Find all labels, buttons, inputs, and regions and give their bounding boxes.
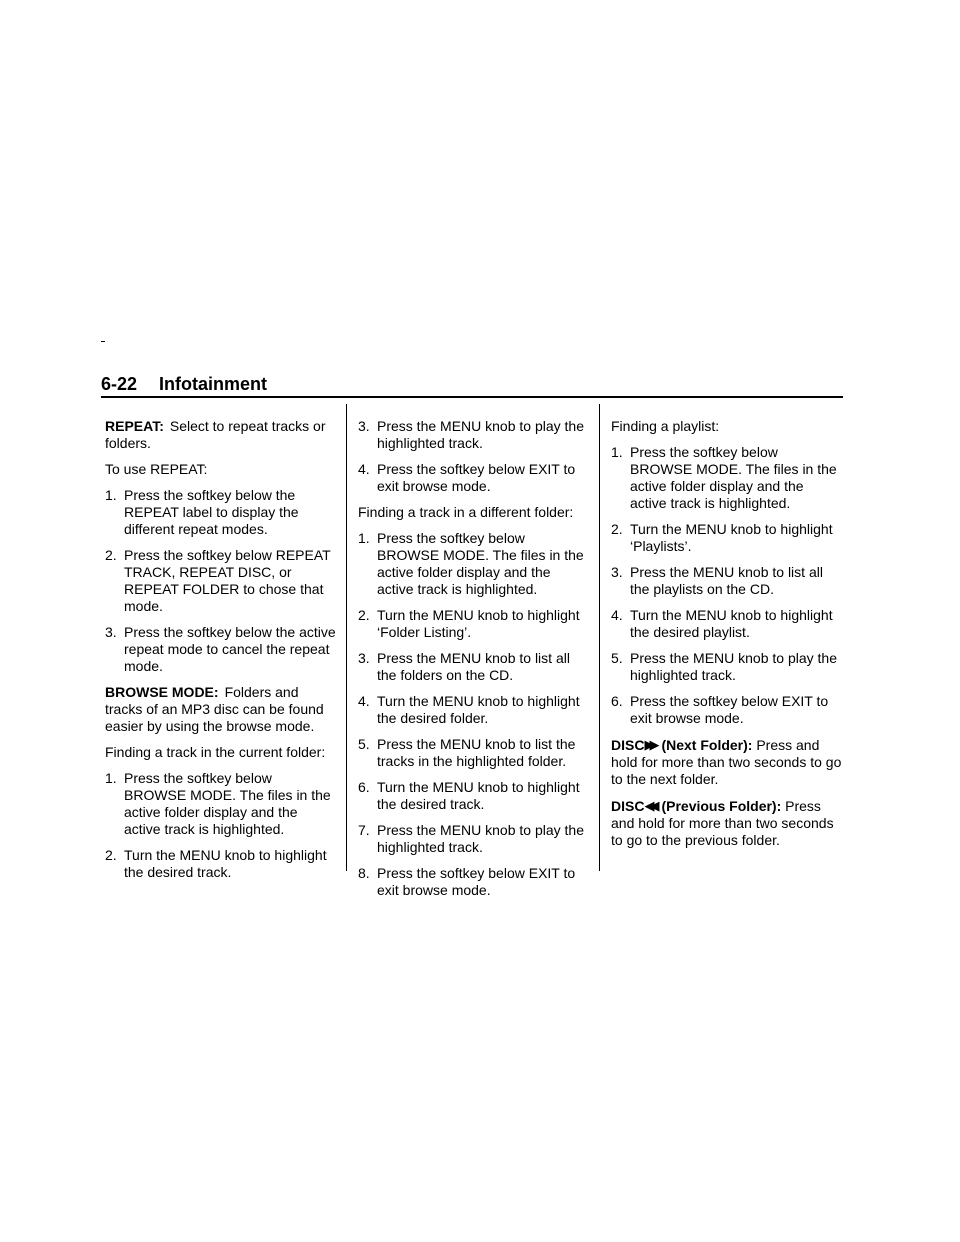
repeat-steps-list	[105, 487, 337, 675]
list-item	[611, 564, 843, 598]
step-text: Turn the MENU knob to highlight ‘Folder Listing’.	[377, 607, 580, 640]
repeat-text: Select to repeat tracks or folders.	[105, 418, 326, 451]
page-number: 6-22	[101, 374, 138, 394]
list-item	[358, 607, 590, 641]
step-text: Press the softkey below BROWSE MODE. The files in the active folder display and the active track is highlighted.	[377, 530, 584, 597]
list-item	[358, 693, 590, 727]
list-item	[105, 487, 337, 538]
browse-mode-text: Folders and tracks of an MP3 disc can be found easier by using the browse mode.	[105, 684, 324, 734]
disc-prev-label-suffix: (Previous Folder):	[661, 798, 782, 814]
list-item	[611, 444, 843, 512]
step-number: 3.	[611, 564, 623, 580]
list-item	[358, 530, 590, 598]
browse-mode-label: BROWSE MODE:	[105, 684, 219, 700]
list-item	[611, 607, 843, 641]
step-text: Turn the MENU knob to highlight the desired track.	[377, 779, 580, 812]
list-item	[358, 779, 590, 813]
header-rule	[101, 396, 843, 398]
step-text: Press the MENU knob to play the highlighted track.	[377, 822, 584, 855]
page-corner-mark	[101, 341, 105, 342]
step-text: Turn the MENU knob to highlight the desired track.	[124, 847, 327, 880]
step-text: Press the MENU knob to list all the playlists on the CD.	[630, 564, 823, 597]
playlist-steps-list	[611, 444, 843, 727]
step-number: 5.	[611, 650, 623, 666]
repeat-label: REPEAT:	[105, 418, 164, 434]
step-text: Turn the MENU knob to highlight ‘Playlists’.	[630, 521, 833, 554]
step-text: Press the softkey below EXIT to exit browse mode.	[630, 693, 829, 726]
step-text: Press the MENU knob to play the highlighted track.	[377, 418, 584, 451]
disc-prev-text: Press and hold for more than two seconds to go to the previous folder.	[611, 798, 834, 848]
step-text: Press the softkey below EXIT to exit browse mode.	[377, 461, 576, 494]
list-item	[611, 521, 843, 555]
disc-next-label-prefix: DISC	[611, 737, 645, 753]
finding-playlist-heading: Finding a playlist:	[611, 418, 720, 434]
disc-prev-paragraph	[611, 797, 843, 849]
step-number: 3.	[358, 650, 370, 666]
step-text: Press the softkey below the active repeat mode to cancel the repeat mode.	[124, 624, 336, 674]
browse-paragraph	[105, 684, 337, 735]
repeat-paragraph	[105, 418, 337, 452]
list-item	[105, 547, 337, 615]
list-item	[611, 650, 843, 684]
list-item	[105, 624, 337, 675]
list-item	[358, 461, 590, 495]
list-item	[105, 770, 337, 838]
step-text: Press the softkey below REPEAT TRACK, REPEAT DISC, or REPEAT FOLDER to chose that mode.	[124, 547, 331, 614]
step-text: Press the MENU knob to list the tracks in the highlighted folder.	[377, 736, 576, 769]
step-text: Press the softkey below BROWSE MODE. The files in the active folder display and the active track is highlighted.	[630, 444, 837, 511]
step-number: 6.	[358, 779, 370, 795]
list-item	[611, 693, 843, 727]
current-folder-steps-list	[105, 770, 337, 881]
step-number: 2.	[105, 847, 117, 863]
text-column-2	[358, 418, 590, 908]
step-text: Press the MENU knob to list all the folders on the CD.	[377, 650, 570, 683]
finding-current-heading: Finding a track in the current folder:	[105, 744, 326, 760]
column-divider	[599, 404, 600, 871]
list-item	[105, 847, 337, 881]
step-number: 4.	[358, 461, 370, 477]
disc-next-text: Press and hold for more than two seconds to go to the next folder.	[611, 737, 842, 787]
step-number: 1.	[105, 487, 117, 503]
to-use-repeat: To use REPEAT:	[105, 461, 208, 477]
step-number: 2.	[105, 547, 117, 563]
column-divider	[346, 404, 347, 871]
text-column-3	[611, 418, 843, 858]
list-item	[358, 650, 590, 684]
page-header	[101, 373, 843, 397]
step-number: 1.	[358, 530, 370, 546]
disc-prev-label-prefix: DISC	[611, 798, 645, 814]
text-column-1	[105, 418, 337, 890]
list-item	[358, 822, 590, 856]
step-number: 1.	[611, 444, 623, 460]
disc-next-label-suffix: (Next Folder):	[661, 737, 753, 753]
disc-next-paragraph	[611, 736, 843, 788]
list-item	[358, 736, 590, 770]
different-folder-steps-list	[358, 530, 590, 899]
step-number: 2.	[611, 521, 623, 537]
step-text: Press the softkey below BROWSE MODE. The files in the active folder display and the active track is highlighted.	[124, 770, 331, 837]
step-number: 4.	[611, 607, 623, 623]
step-text: Press the softkey below the REPEAT label to display the different repeat modes.	[124, 487, 299, 537]
step-number: 6.	[611, 693, 623, 709]
step-number: 3.	[358, 418, 370, 434]
finding-different-heading: Finding a track in a different folder:	[358, 504, 574, 520]
step-text: Press the MENU knob to play the highlighted track.	[630, 650, 837, 683]
step-number: 4.	[358, 693, 370, 709]
step-text: Turn the MENU knob to highlight the desired folder.	[377, 693, 580, 726]
step-number: 8.	[358, 865, 370, 881]
previous-folder-icon: ◀◀	[644, 798, 655, 813]
step-number: 3.	[105, 624, 117, 640]
header-text	[101, 373, 843, 395]
step-number: 1.	[105, 770, 117, 786]
current-folder-steps-continued	[358, 418, 590, 495]
step-number: 5.	[358, 736, 370, 752]
next-folder-icon: ▶▶	[644, 737, 655, 752]
list-item	[358, 418, 590, 452]
list-item	[358, 865, 590, 899]
section-title: Infotainment	[159, 374, 268, 394]
step-text: Press the softkey below EXIT to exit browse mode.	[377, 865, 576, 898]
step-number: 2.	[358, 607, 370, 623]
step-text: Turn the MENU knob to highlight the desired playlist.	[630, 607, 833, 640]
step-number: 7.	[358, 822, 370, 838]
